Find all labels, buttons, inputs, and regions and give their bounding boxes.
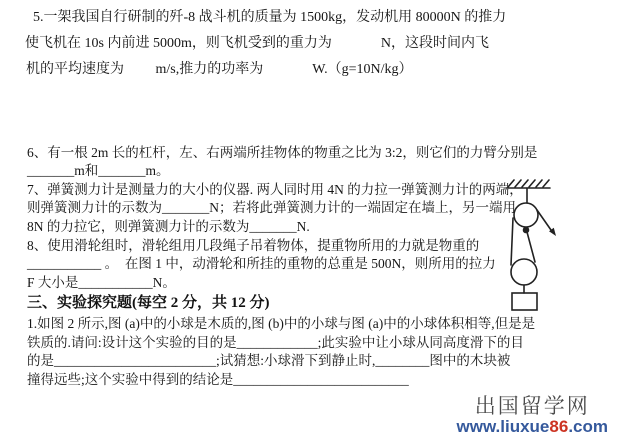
watermark [457, 396, 609, 436]
experiment-line-1: 1.如图 2 所示,图 (a)中的小球是木质的,图 (b)中的小球与图 (a)中的小球体积相等,但是是 [27, 316, 536, 331]
experiment-line-4: 撞得远些;这个实验中得到的结论是__________________________ [27, 372, 409, 387]
question-5-line-1: 5.一架我国自行研制的歼-8 战斗机的质量为 1500kg，发动机用 80000N 的推力 [33, 10, 507, 25]
watermark-url-prefix: www.liuxue [456, 417, 550, 436]
question-5-line-2: 使飞机在 10s 内前进 5000m，则飞机受到的重力为 N，这段时间内飞 [25, 36, 489, 51]
experiment-line-3: 的是________________________;试猜想:小球滑下到静止时,________图中的木块被 [27, 353, 511, 368]
question-8-line-3: F 大小是___________N。 [27, 275, 176, 290]
question-6-line-1: 6、有一根 2m 长的杠杆，左、右两端所挂物体的物重之比为 3:2，则它们的力臂分别是 [27, 145, 538, 160]
section-3-heading: 三、实验探究题(每空 2 分，共 12 分) [27, 295, 270, 311]
fixed-pulley-icon [514, 188, 538, 233]
experiment-line-2: 铁质的.请问:设计这个实验的目的是____________;此实验中让小球从同高度滑下的目 [27, 335, 524, 350]
question-7-line-3: 8N 的力拉它，则弹簧测力计的示数为_______N. [27, 219, 310, 234]
question-6-line-2: _______m和_______m。 [27, 163, 170, 178]
movable-pulley-icon [511, 259, 537, 293]
question-8-line-1: 8、使用滑轮组时，滑轮组用几段绳子吊着物体，提重物所用的力就是物重的 [27, 238, 480, 253]
question-8-line-2: ___________ 。 在图 1 中，动滑轮和所挂的重物的总重是 500N，则所用的拉力 [27, 256, 496, 271]
watermark-url-number: 86 [549, 417, 569, 436]
weight-block-icon [512, 293, 537, 310]
question-7-line-1: 7、弹簧测力计是测量力的大小的仪器. 两人同时用 4N 的力拉一弹簧测力计的两端， [27, 182, 523, 197]
force-arrow-icon [537, 210, 556, 236]
ceiling-icon [506, 180, 550, 188]
question-7-line-2: 则弹簧测力计的示数为_______N；若将此弹簧测力计的一端固定在墙上，另一端用 [27, 200, 516, 215]
watermark-url [457, 418, 609, 436]
figure-1-pulley-diagram [494, 170, 574, 315]
watermark-url-suffix: .com [568, 417, 608, 436]
question-5-line-3: 机的平均速度为 m/s,推力的功率为 W.（g=10N/kg） [26, 62, 413, 77]
watermark-site-name: 出国留学网 [474, 395, 590, 418]
